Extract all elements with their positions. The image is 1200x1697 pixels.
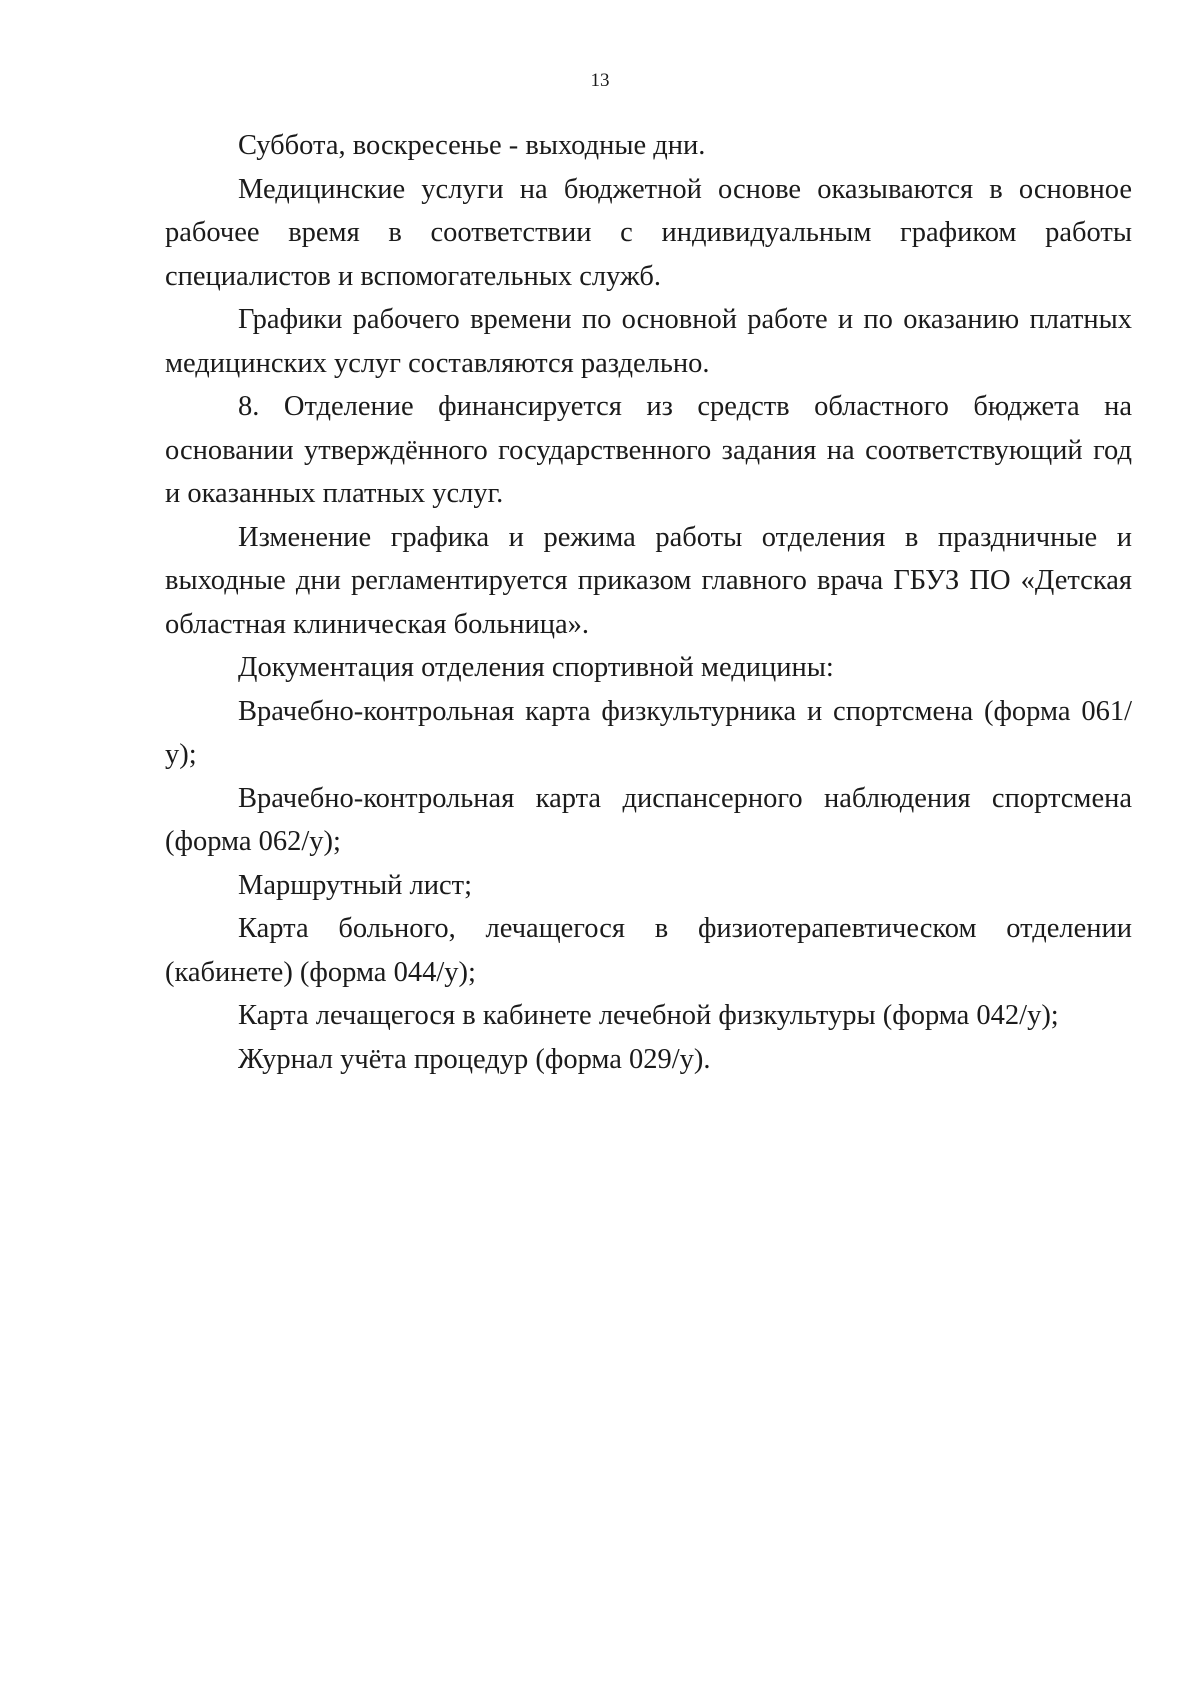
page-number: 13	[590, 70, 610, 91]
document-body	[165, 124, 1132, 1081]
list-item-form-062: Врачебно-контрольная карта диспансерного наблюдения спортсмена (форма 062/у);	[165, 782, 1132, 857]
list-item-route-sheet: Маршрутный лист;	[238, 869, 473, 901]
paragraph-work-schedules: Графики рабочего времени по основной работе и по оказанию платных медицинских услуг составляются раздельно.	[165, 304, 1132, 379]
paragraph-financing: 8. Отделение финансируется из средств областного бюджета на основании утверждённого государственного задания на соответствующий год и оказанных платных услуг.	[165, 391, 1132, 509]
list-item-form-061: Врачебно-контрольная карта физкультурника и спортсмена (форма 061/у);	[165, 695, 1132, 770]
paragraph-documentation-heading: Документация отделения спортивной медицины:	[238, 652, 834, 683]
list-item-form-029: Журнал учёта процедур (форма 029/у).	[238, 1043, 711, 1075]
list-item-form-042: Карта лечащегося в кабинете лечебной физкультуры (форма 042/у);	[238, 1000, 1059, 1031]
paragraph-budget-services: Медицинские услуги на бюджетной основе оказываются в основное рабочее время в соответствии с индивидуальным графиком работы специалистов и вспомогательных служб.	[165, 173, 1132, 292]
paragraph-holiday-schedule: Изменение графика и режима работы отделения в праздничные и выходные дни регламентируется приказом главного врача ГБУЗ ПО «Детская областная клиническая больница».	[165, 521, 1132, 640]
list-item-form-044: Карта больного, лечащегося в физиотерапевтическом отделении (кабинете) (форма 044/у);	[165, 913, 1132, 988]
paragraph-weekend-days: Суббота, воскресенье - выходные дни.	[238, 130, 706, 161]
